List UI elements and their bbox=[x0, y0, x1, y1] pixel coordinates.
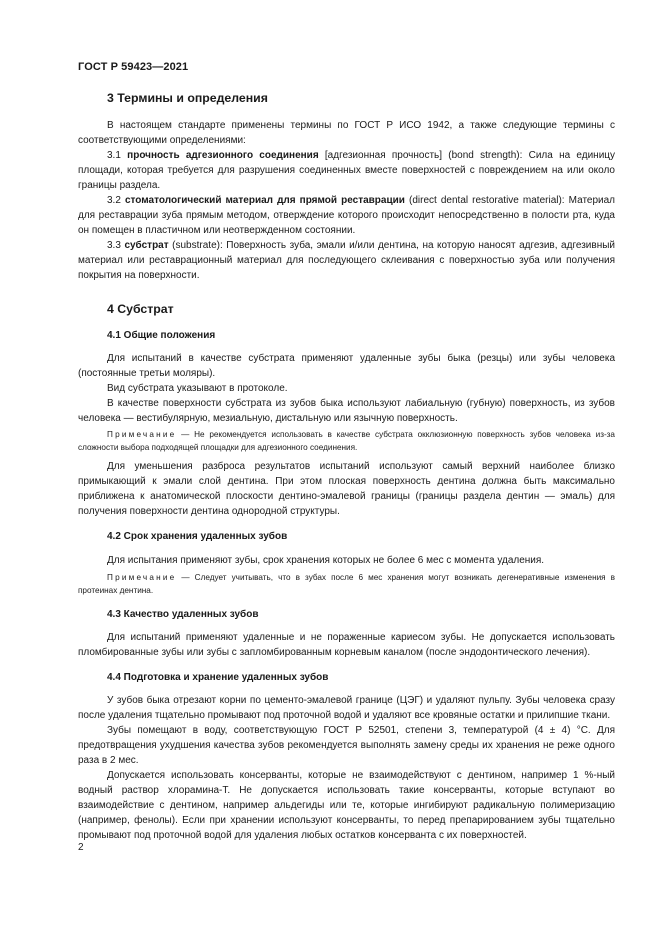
page-number: 2 bbox=[78, 842, 84, 853]
paragraph: Зубы помещают в воду, соответствующую ГОСТ Р 52501, степени 3, температурой (4 ± 4) °С. Для предотвращения ухудшения качества зубов рекомендуется выполнять замену среды их хранения не реже одного раза в 2 мес. bbox=[78, 725, 615, 766]
note-4-2 bbox=[78, 571, 615, 597]
subsection-4-2-heading: 4.2 Срок хранения удаленных зубов bbox=[107, 531, 288, 542]
paragraph: В качестве поверхности субстрата из зубов быка используют лабиальную (губную) поверхность, из зубов человека — вестибулярную, мезиальную, дистальную или язычную поверхность. bbox=[78, 398, 615, 424]
term-title: субстрат bbox=[124, 240, 169, 251]
section-3-intro: В настоящем стандарте применены термины по ГОСТ Р ИСО 1942, а также следующие термины с соответствующими определениями: bbox=[78, 120, 615, 146]
term-3-1 bbox=[78, 148, 615, 193]
paragraph: Для испытания применяют зубы, срок хранения которых не более 6 мес с момента удаления. bbox=[107, 555, 545, 566]
subsection-4-3-heading: 4.3 Качество удаленных зубов bbox=[107, 609, 259, 620]
subsection-4-4-heading: 4.4 Подготовка и хранение удаленных зубов bbox=[107, 672, 329, 683]
standard-header: ГОСТ Р 59423—2021 bbox=[78, 61, 189, 73]
paragraph: Для испытаний в качестве субстрата применяют удаленные зубы быка (резцы) или зубы человека (постоянные третьи моляры). bbox=[78, 353, 615, 379]
section-4-heading: 4 Субстрат bbox=[107, 302, 174, 316]
note-text: — Следует учитывать, что в зубах после 6 мес хранения могут возникать дегенеративные изменения в протеинах дентина. bbox=[78, 573, 615, 595]
term-3-2 bbox=[78, 193, 615, 238]
note-label: Примечание bbox=[107, 573, 177, 582]
section-3-heading: 3 Термины и определения bbox=[107, 91, 268, 105]
term-number: 3.3 bbox=[107, 240, 121, 251]
note-label: Примечание bbox=[107, 430, 177, 439]
document-body bbox=[78, 91, 615, 843]
paragraph: Допускается использовать консерванты, которые не взаимодействуют с дентином, например 1 %-ный водный раствор хлорамина-Т. Не допускается использовать такие консерванты, которые вступают во взаимодействие с дентином, например альдегиды или те, которые ингибируют радикальную полимеризацию (например, фенолы). Если при хранении используют консерванты, то перед препарированием зубы тщательно промывают под проточной водой для удаления любых остатков консерванта с их поверхностей. bbox=[78, 770, 615, 841]
term-title: стоматологический материал для прямой реставрации bbox=[124, 195, 405, 206]
term-definition: (substrate): Поверхность зуба, эмали и/или дентина, на которую наносят адгезив, адгезивный материал или реставрационный материал для последующего склеивания с поверхностью зуба или получения покрытия на поверхности. bbox=[78, 240, 615, 281]
term-3-3 bbox=[78, 238, 615, 283]
term-title: прочность адгезионного соединения bbox=[127, 150, 319, 161]
term-definition: (direct dental restorative material): Материал для реставрации зуба прямым методом, отверждение которого происходит непосредственно в полости рта, куда он помещен в пластичном или неотвержденном состоянии. bbox=[78, 195, 616, 236]
term-number: 3.1 bbox=[107, 150, 121, 161]
note-text: — Не рекомендуется использовать в качестве субстрата окклюзионную поверхность зубов человека из-за сложности выбора подходящей площадки для адгезионного соединения. bbox=[78, 430, 615, 452]
paragraph: Для испытаний применяют удаленные и не пораженные кариесом зубы. Не допускается использовать пломбированные зубы или зубы с запломбированным корневым каналом (после эндодонтического лечения). bbox=[78, 632, 615, 658]
paragraph: У зубов быка отрезают корни по цементо-эмалевой границе (ЦЭГ) и удаляют пульпу. Зубы человека сразу после удаления тщательно промывают под проточной водой и удаляют все кровяные остатки и прилипшие ткани. bbox=[78, 695, 615, 721]
paragraph: Вид субстрата указывают в протоколе. bbox=[107, 383, 288, 394]
term-definition: [адгезионная прочность] (bond strength): Сила на единицу площади, которая требуется для разрушения соединенных вместе поверхностей с повреждением на или около границы раздела. bbox=[78, 150, 616, 191]
term-number: 3.2 bbox=[107, 195, 121, 206]
subsection-4-1-heading: 4.1 Общие положения bbox=[107, 330, 216, 341]
paragraph: Для уменьшения разброса результатов испытаний используют самый верхний наиболее близко примыкающий к эмали слой дентина. При этом плоская поверхность дентина должна быть максимально приближена к анатомической плоскости дентино-эмалевой границы (границы раздела дентин — эмаль) для получения поверхности дентина однородной структуры. bbox=[78, 461, 615, 517]
note-4-1 bbox=[78, 428, 615, 454]
